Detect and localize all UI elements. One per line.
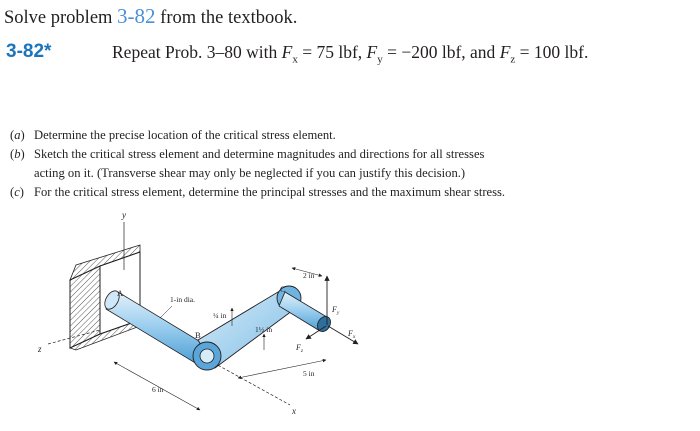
intro-line: [4, 4, 297, 29]
problem-statement: [112, 42, 588, 66]
fz-symbol: F: [499, 42, 511, 62]
rod-dia-label: 1-in dia.: [170, 295, 195, 304]
part-a: [10, 126, 505, 145]
axis-x-label: x: [292, 406, 296, 416]
part-b-continuation: acting on it. (Transverse shear may only be neglected if you can justify this decision.): [34, 166, 466, 180]
part-text: For the critical stress element, determine the principal stresses and the maximum shear stress.: [34, 185, 506, 199]
point-b-label: B: [195, 330, 201, 340]
problem-number-link[interactable]: 3-82: [117, 4, 156, 28]
force-fz-label: $F_z$: [296, 343, 304, 354]
point-c-label: C: [280, 284, 286, 294]
crank-figure: [0, 205, 700, 431]
part-b: [10, 145, 505, 164]
fz-value: = 100 lbf.: [515, 42, 589, 62]
part-label: (a): [10, 128, 25, 142]
dim-quarter-label: ¼ in: [213, 311, 227, 320]
problem-id: 3-82*: [6, 41, 52, 62]
fz-sub: z: [510, 53, 516, 66]
fx-value: = 75 lbf,: [297, 42, 367, 62]
fy-sub: y: [377, 53, 383, 66]
part-label: (c): [10, 185, 24, 199]
force-fx-label: $F_x$: [348, 329, 356, 340]
part-c: [10, 183, 505, 202]
leader-rod-dia: [160, 306, 172, 318]
wall-support: [70, 245, 140, 350]
problem-parts: [10, 126, 505, 202]
dim-6in-label: 6 in: [152, 385, 164, 394]
dim-one-half-label: 1½ in: [255, 325, 273, 334]
dim-2in-label: 2 in: [303, 271, 315, 280]
part-text: Determine the precise location of the critical stress element.: [34, 128, 336, 142]
fy-value: = −200 lbf, and: [382, 42, 500, 62]
axis-y-label: y: [122, 210, 126, 220]
statement-start: Repeat Prob. 3–80 with: [112, 42, 282, 62]
point-a-label: A: [117, 288, 124, 298]
dim-5in-label: 5 in: [303, 369, 315, 378]
fx-symbol: F: [281, 42, 293, 62]
intro-prefix: Solve problem: [4, 8, 118, 28]
axis-z-label: z: [38, 344, 42, 354]
intro-suffix: from the textbook.: [155, 8, 298, 28]
fx-sub: x: [292, 53, 298, 66]
fy-symbol: F: [366, 42, 378, 62]
part-label: (b): [10, 147, 25, 161]
part-text: Sketch the critical stress element and determine magnitudes and directions for all stresses: [34, 147, 485, 161]
force-fy-label: $F_y$: [332, 305, 340, 316]
